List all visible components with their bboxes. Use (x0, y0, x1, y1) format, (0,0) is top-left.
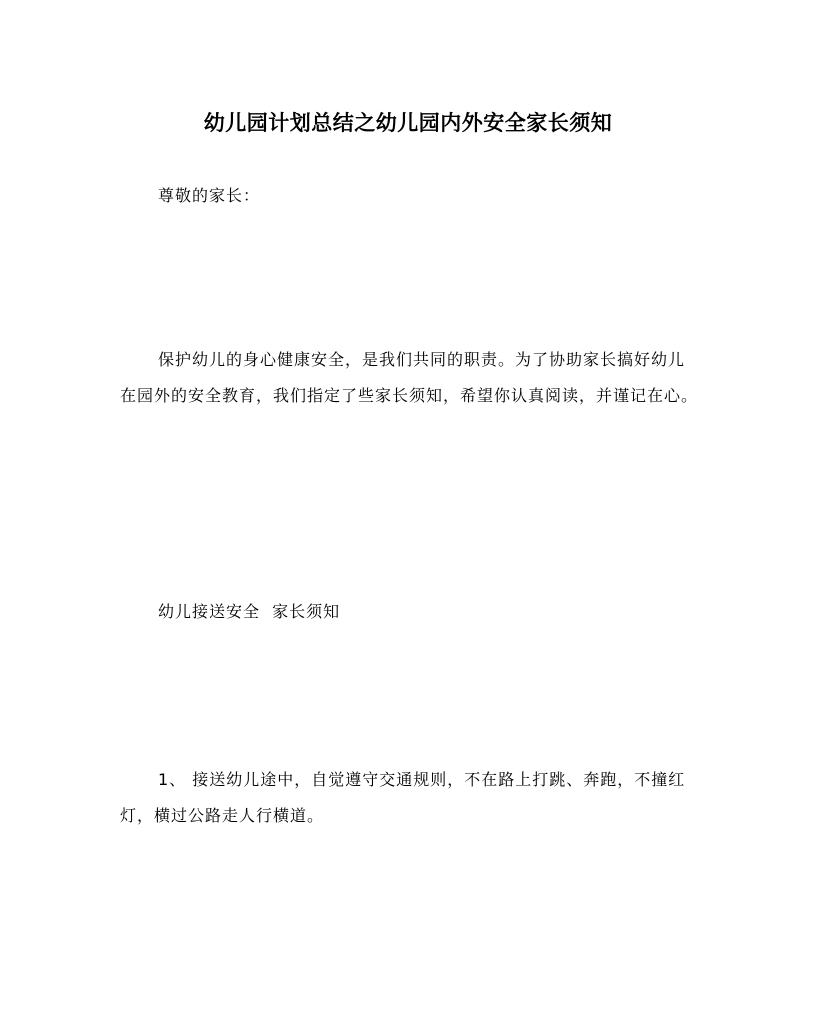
intro-paragraph: 保护幼儿的身心健康安全，是我们共同的职责。为了协助家长搞好幼儿在园外的安全教育，我们指定了些家长须知，希望你认真阅读，并谨记在心。 (120, 350, 699, 405)
list-item (120, 762, 698, 834)
section-heading: 幼儿接送安全 家长须知 (158, 602, 341, 621)
salutation: 尊敬的家长： (158, 186, 261, 205)
document-title: 幼儿园计划总结之幼儿园内外安全家长须知 (203, 110, 613, 135)
list-item-number: 1、 (158, 770, 187, 789)
list-item-text: 接送幼儿途中，自觉遵守交通规则，不在路上打跳、奔跑，不撞红灯，横过公路走人行横道。 (120, 770, 686, 825)
